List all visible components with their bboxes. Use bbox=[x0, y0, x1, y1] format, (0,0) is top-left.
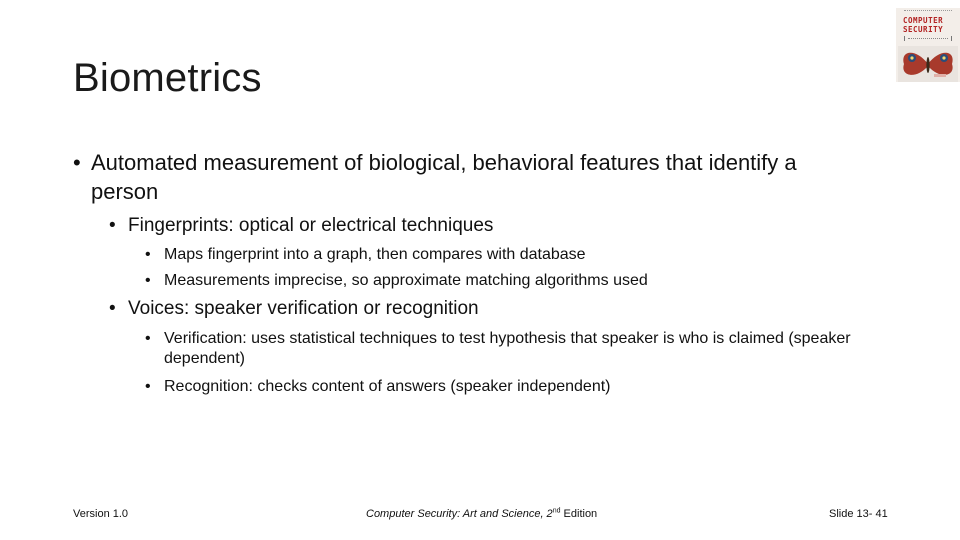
footer-slide-number: Slide 13- 41 bbox=[829, 508, 888, 520]
butterfly-icon bbox=[898, 46, 958, 82]
bullet-text: Fingerprints: optical or electrical techniques bbox=[128, 215, 494, 236]
footer-book-text: Computer Security: Art and Science, 2 bbox=[366, 508, 553, 520]
book-cover-image bbox=[896, 8, 960, 82]
bullet-marker: • bbox=[145, 330, 151, 347]
footer-book-title bbox=[366, 508, 597, 520]
list-item bbox=[145, 271, 845, 291]
list-item bbox=[109, 297, 809, 321]
cover-title-line1: COMPUTER bbox=[903, 16, 944, 25]
bullet-marker: • bbox=[145, 378, 151, 395]
cover-subtitle bbox=[904, 36, 952, 41]
footer-version: Version 1.0 bbox=[73, 508, 129, 520]
cover-header-line bbox=[904, 10, 952, 13]
bullet-marker: • bbox=[73, 150, 81, 175]
list-item bbox=[145, 329, 885, 369]
bullet-text: Voices: speaker verification or recognition bbox=[128, 298, 479, 319]
bullet-marker: • bbox=[109, 215, 116, 236]
cover-title-line2: SECURITY bbox=[903, 25, 944, 34]
bullet-text: Verification: uses statistical techniques to test hypothesis that speaker is who is claimed (speaker dependent) bbox=[164, 330, 851, 367]
slide-title: Biometrics bbox=[73, 56, 262, 100]
bullet-text: Maps fingerprint into a graph, then compares with database bbox=[164, 246, 586, 263]
bullet-marker: • bbox=[145, 272, 151, 289]
bullet-text: Recognition: checks content of answers (speaker independent) bbox=[164, 378, 611, 395]
bullet-marker: • bbox=[145, 246, 151, 263]
footer-edition-text: Edition bbox=[560, 508, 598, 520]
footer-edition-sup: nd bbox=[552, 507, 561, 515]
list-item bbox=[145, 377, 845, 397]
list-item bbox=[73, 148, 833, 206]
bullet-marker: • bbox=[109, 298, 116, 319]
list-item bbox=[109, 214, 809, 238]
list-item bbox=[145, 245, 845, 265]
bullet-text: Automated measurement of biological, behavioral features that identify a person bbox=[91, 150, 797, 204]
bullet-text: Measurements imprecise, so approximate matching algorithms used bbox=[164, 272, 648, 289]
